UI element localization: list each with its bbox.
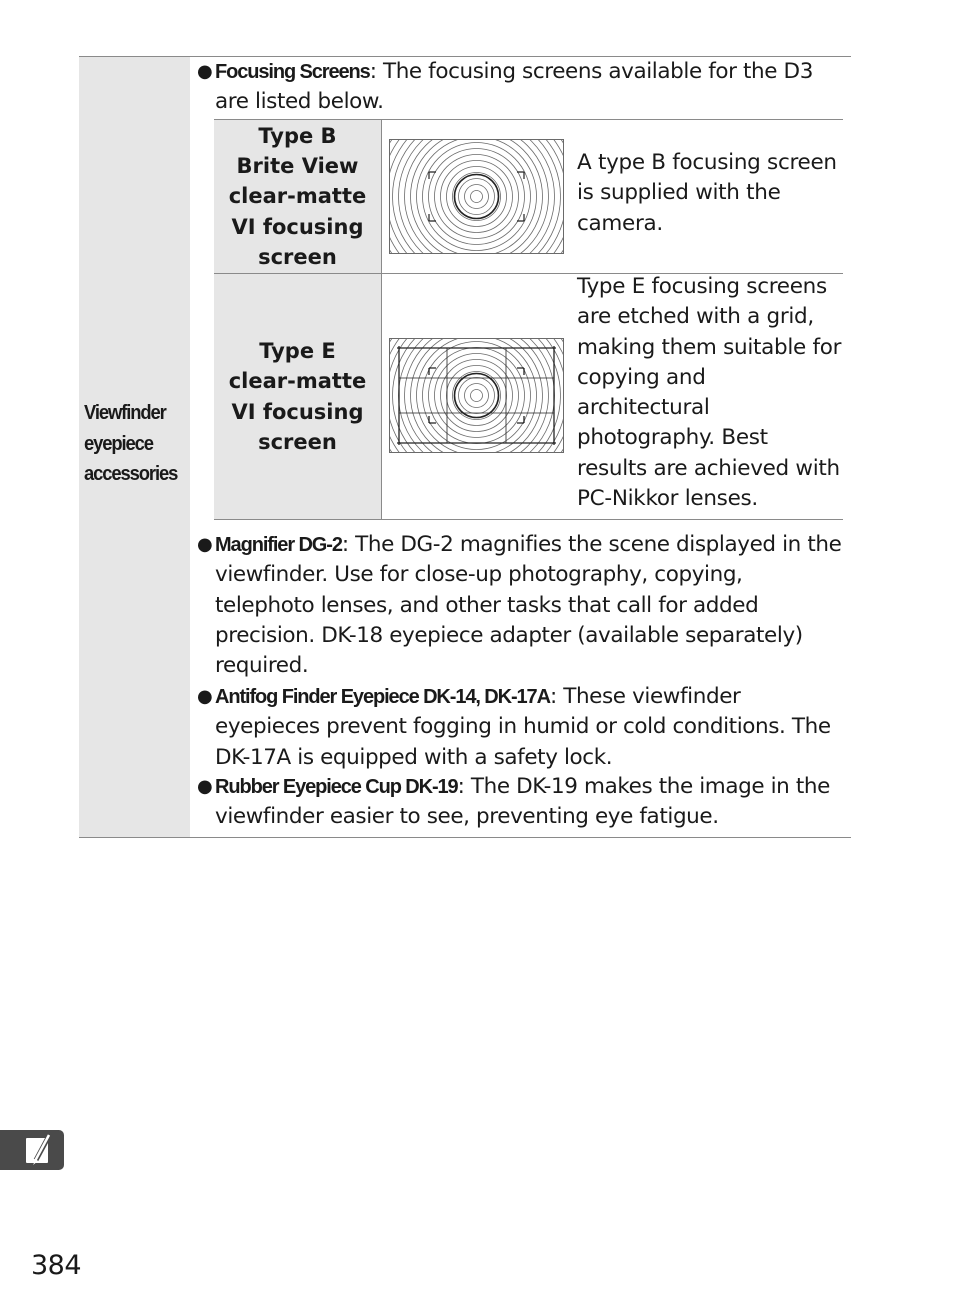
item-name: Focusing Screens: [215, 61, 370, 83]
focusing-screens-table: [214, 119, 843, 520]
pencil-notes-icon: [0, 1130, 64, 1170]
bullet-dot: ●: [197, 776, 213, 797]
rubber-eyecup-item: [197, 772, 847, 833]
bullet-dot: ●: [197, 534, 213, 555]
section-label: Viewfinder eyepiece accessories: [84, 402, 178, 485]
screen-description: A type B focusing screen is supplied with the camera.: [577, 150, 837, 236]
antifog-eyepiece-item: [197, 682, 847, 773]
item-text: : The DG-2 magnifies the scene displayed in the viewfinder. Use for close-up photography, copying, telephoto lenses, and other tasks that call for added precision. DK-18 eyepiece adapter (available separately) required.: [215, 532, 842, 679]
accessories-table: [79, 56, 851, 838]
screen-description: Type E focusing screens are etched with a grid, making them suitable for copying and architectural photography. Best results are achieved with PC-Nikkor lenses.: [577, 274, 842, 512]
screen-name: Type E clear-matte VI focusing screen: [214, 274, 382, 519]
item-name: Magnifier DG-2: [215, 534, 342, 556]
page-number: 384: [31, 1250, 82, 1281]
screen-name: Type B Brite View clear-matte VI focusing screen: [214, 120, 382, 273]
item-text: : The DK-19 makes the image in the viewfinder easier to see, preventing eye fatigue.: [215, 774, 830, 830]
bullet-dot: ●: [197, 686, 213, 707]
item-name: Rubber Eyepiece Cup DK-19: [215, 776, 458, 798]
bullet-dot: ●: [197, 61, 213, 82]
concentric-circles-screen-icon: [389, 139, 564, 254]
screen-row-type-b: [214, 120, 843, 274]
section-label-cell: [79, 57, 190, 837]
screen-row-type-e: [214, 274, 843, 519]
grid-circles-screen-icon: [389, 338, 564, 453]
item-name: Antifog Finder Eyepiece DK-14, DK-17A: [215, 686, 550, 708]
item-text: : The focusing screens available for the D3 are listed below.: [215, 59, 813, 115]
section-tab: [0, 1130, 64, 1170]
item-text: : These viewfinder eyepieces prevent fogging in humid or cold conditions. The DK-17A is equipped with a safety lock.: [215, 684, 831, 770]
focusing-screens-item: [197, 57, 847, 118]
magnifier-item: [197, 530, 847, 681]
